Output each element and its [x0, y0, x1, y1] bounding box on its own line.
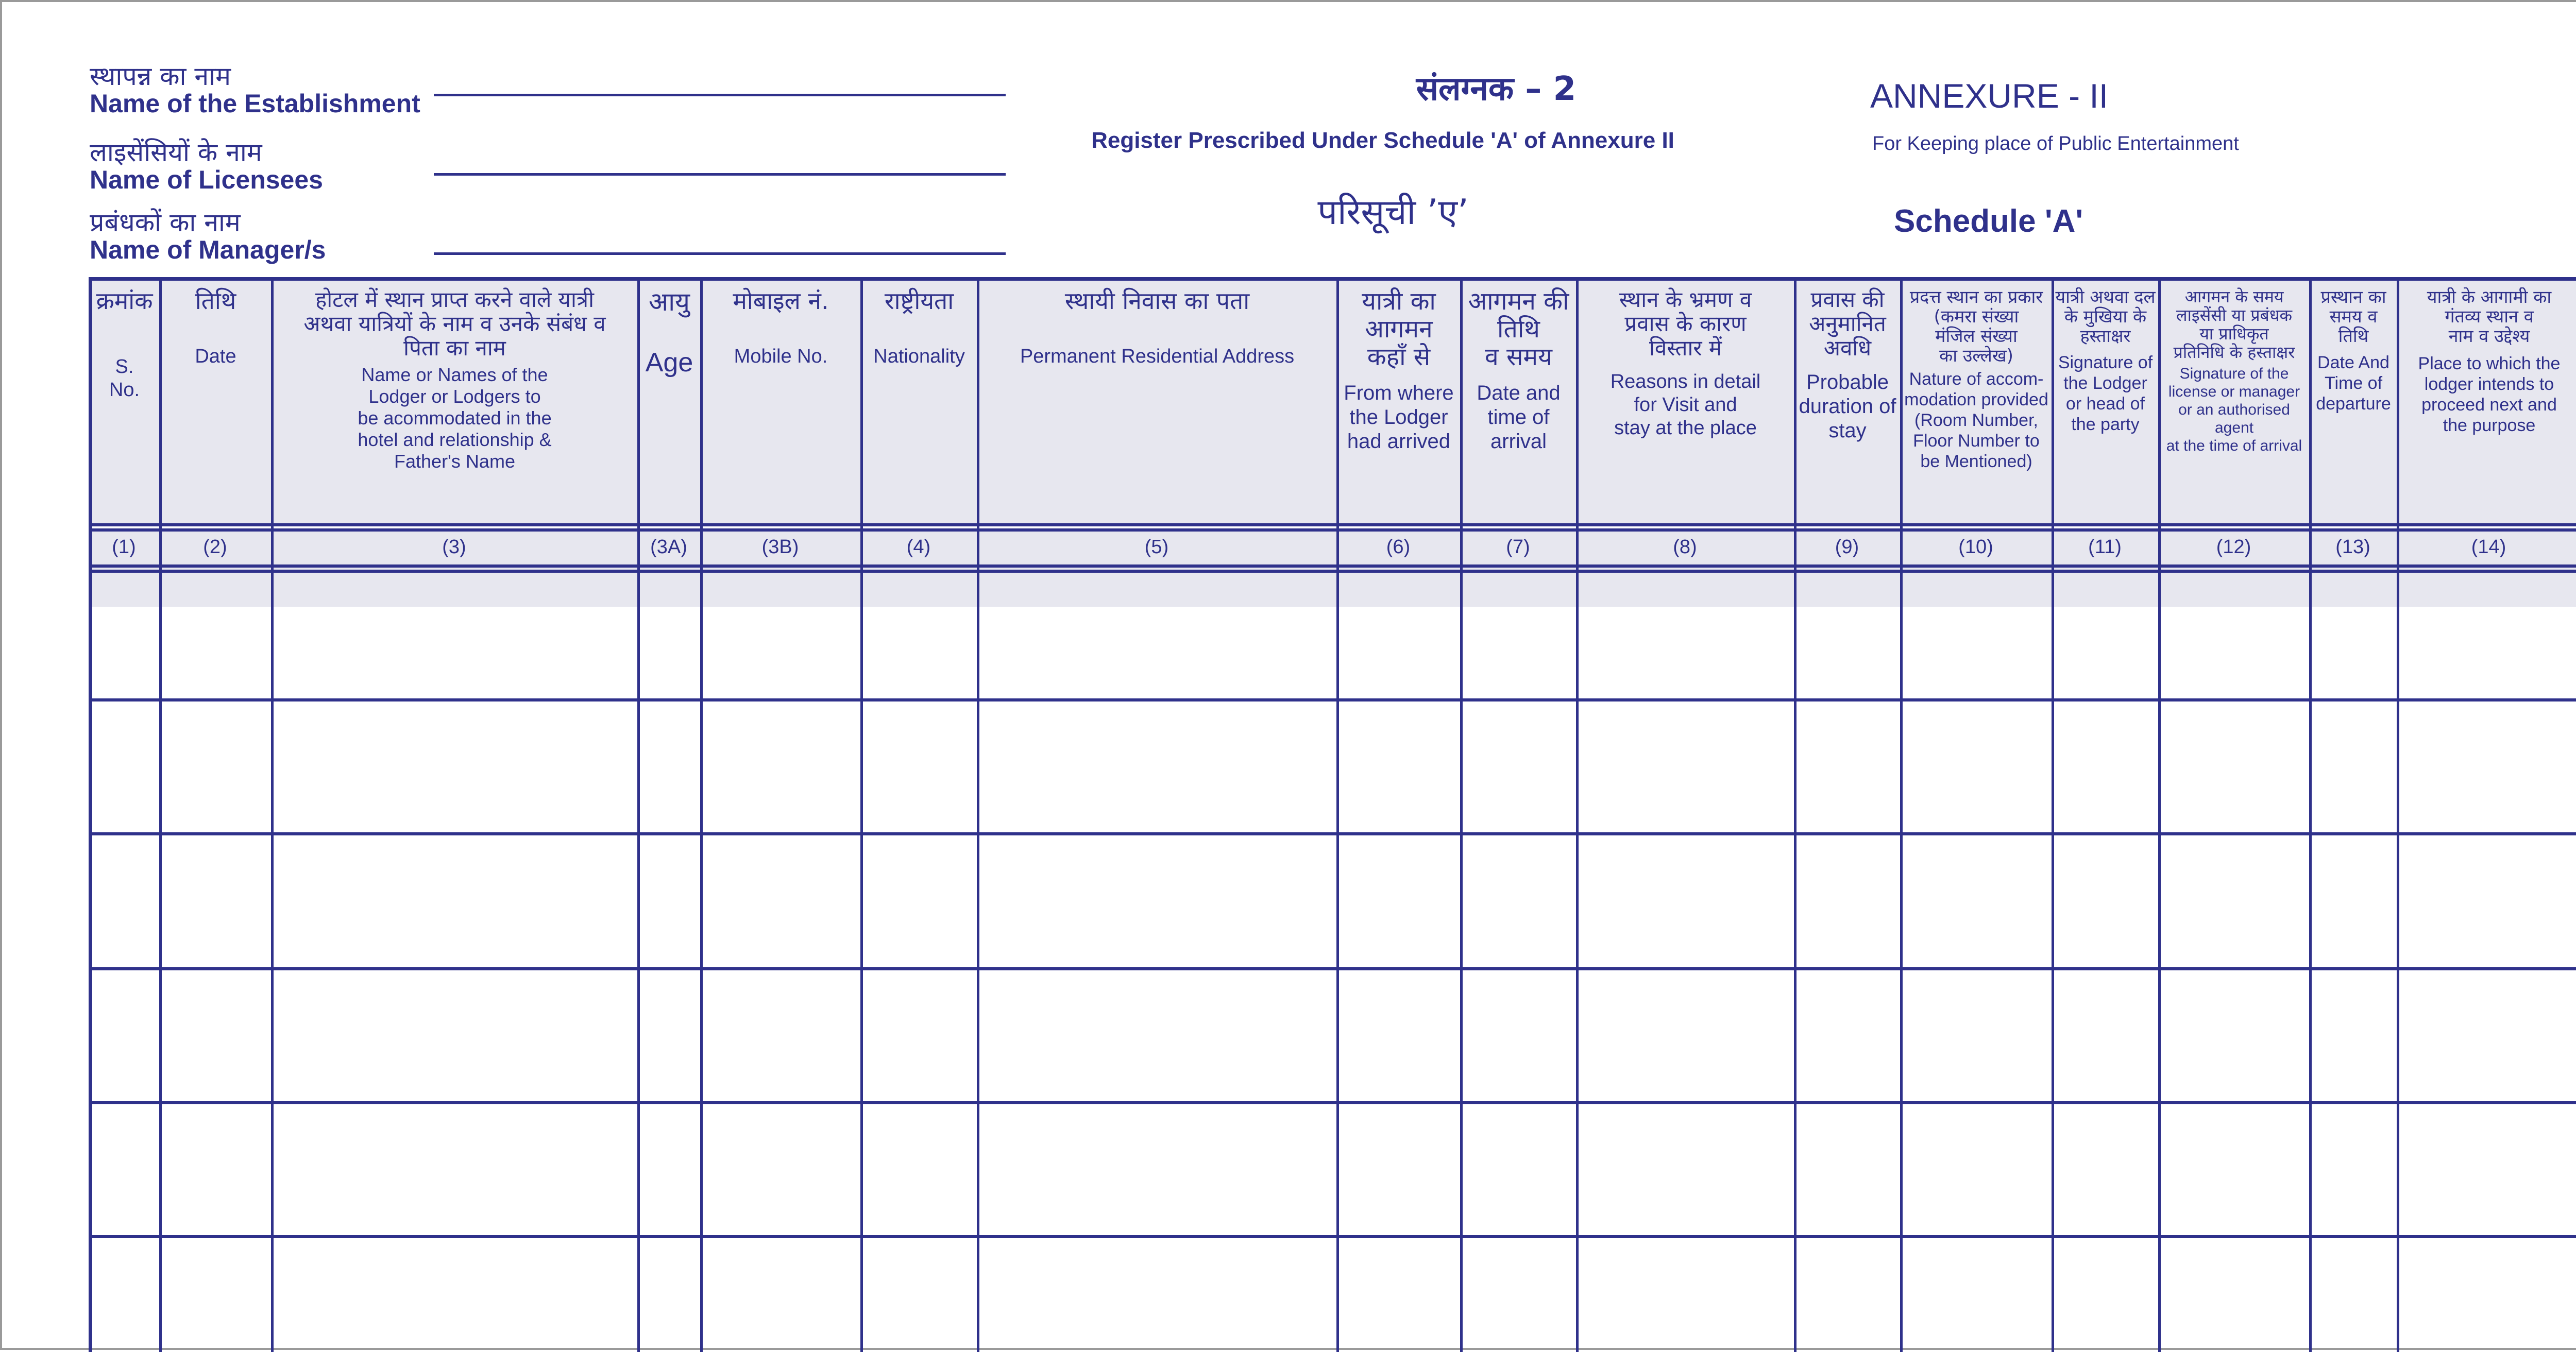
column-number-8: (6) — [1386, 536, 1411, 558]
entry-cell-r1-c8[interactable] — [1340, 573, 1459, 696]
column-rule — [977, 277, 979, 1352]
register-title: Register Prescribed Under Schedule 'A' of Annexure II — [1091, 128, 1674, 153]
register-table — [89, 277, 2576, 1352]
managers-label-hindi: प्रबंधकों का नाम — [90, 208, 241, 237]
column-header-hindi: स्थान के भ्रमण व प्रवास के कारण विस्तार में — [1619, 287, 1752, 361]
column-header-13 — [2055, 287, 2156, 529]
entry-cell-r5-c8[interactable] — [1340, 1104, 1459, 1233]
entry-cell-r1-c16[interactable] — [2400, 573, 2576, 696]
entry-cell-r5-c1[interactable] — [92, 1104, 158, 1233]
column-header-hindi: यात्री अथवा दल के मुखिया के हस्ताक्षर — [2055, 287, 2156, 347]
entry-cell-r4-c5[interactable] — [703, 970, 859, 1099]
column-number-9: (7) — [1506, 536, 1530, 558]
entry-cell-r2-c6[interactable] — [863, 701, 976, 830]
entry-cell-r1-c2[interactable] — [162, 573, 270, 696]
column-header-8 — [1340, 287, 1458, 529]
entry-cell-r1-c12[interactable] — [1903, 573, 2050, 696]
entry-cell-r4-c3[interactable] — [274, 970, 636, 1099]
column-number-15: (13) — [2335, 536, 2370, 558]
entry-cell-r4-c8[interactable] — [1340, 970, 1459, 1099]
column-rule — [2052, 277, 2054, 1352]
column-header-hindi: स्थायी निवास का पता — [1064, 287, 1250, 315]
table-rule — [89, 564, 2576, 568]
column-header-english: Age — [645, 348, 693, 378]
column-number-10: (8) — [1673, 536, 1697, 558]
column-header-english: S. No. — [109, 356, 140, 401]
column-number-11: (9) — [1835, 536, 1859, 558]
entry-cell-r6-c9[interactable] — [1463, 1238, 1575, 1350]
entry-cell-r4-c6[interactable] — [863, 970, 976, 1099]
entry-cell-r5-c14[interactable] — [2161, 1104, 2308, 1233]
entry-cell-r2-c11[interactable] — [1797, 701, 1899, 830]
entry-cell-r6-c4[interactable] — [640, 1238, 699, 1350]
entry-cell-r3-c10[interactable] — [1579, 835, 1793, 965]
entry-cell-r6-c14[interactable] — [2161, 1238, 2308, 1350]
column-header-hindi: यात्री के आगामी का गंतव्य स्थान व नाम व उद्देश्य — [2427, 287, 2552, 347]
licensees-label — [90, 139, 486, 194]
column-header-9 — [1463, 287, 1574, 529]
entry-cell-r1-c10[interactable] — [1579, 573, 1793, 696]
entry-cell-r6-c11[interactable] — [1797, 1238, 1899, 1350]
column-header-english: Date — [195, 346, 236, 367]
entry-cell-r5-c7[interactable] — [980, 1104, 1335, 1233]
entry-cell-r5-c13[interactable] — [2055, 1104, 2157, 1233]
table-rule — [89, 277, 2576, 281]
parisuchi-title: परिसूची ’ए’ — [1317, 192, 1469, 233]
column-rule — [1900, 277, 1903, 1352]
entry-cell-r1-c4[interactable] — [640, 573, 699, 696]
column-number-1: (1) — [112, 536, 136, 558]
annexure-title: ANNEXURE - II — [1870, 77, 2109, 115]
entry-cell-r5-c2[interactable] — [162, 1104, 270, 1233]
column-header-4 — [640, 287, 698, 529]
column-header-english: Date And Time of departure — [2316, 353, 2391, 414]
entry-cell-r2-c3[interactable] — [274, 701, 636, 830]
entry-cell-r4-c12[interactable] — [1903, 970, 2050, 1099]
column-rule — [2397, 277, 2399, 1352]
entry-cell-r1-c13[interactable] — [2055, 573, 2157, 696]
entry-cell-r4-c15[interactable] — [2312, 970, 2396, 1099]
column-number-13: (11) — [2088, 536, 2122, 558]
column-header-2 — [162, 287, 269, 529]
entry-cell-r6-c10[interactable] — [1579, 1238, 1793, 1350]
entry-cell-r2-c16[interactable] — [2400, 701, 2576, 830]
entry-cell-r5-c5[interactable] — [703, 1104, 859, 1233]
entry-cell-r3-c8[interactable] — [1340, 835, 1459, 965]
column-header-12 — [1903, 287, 2049, 529]
entry-cell-r6-c6[interactable] — [863, 1238, 976, 1350]
entry-cell-r4-c11[interactable] — [1797, 970, 1899, 1099]
column-header-english: Reasons in detail for Visit and stay at the place — [1610, 371, 1761, 439]
column-number-5: (3B) — [761, 536, 799, 558]
entry-cell-r2-c9[interactable] — [1463, 701, 1575, 830]
entry-cell-r3-c16[interactable] — [2400, 835, 2576, 965]
column-header-5 — [703, 287, 858, 529]
column-rule — [2309, 277, 2312, 1352]
column-header-english: Signature of the license or manager or an authorised agent at the time of arrival — [2166, 365, 2302, 454]
entry-cell-r6-c2[interactable] — [162, 1238, 270, 1350]
establishment-label-english: Name of the Establishment — [90, 89, 420, 118]
managers-label — [90, 209, 486, 264]
entry-cell-r4-c4[interactable] — [640, 970, 699, 1099]
licensees-label-english: Name of Licensees — [90, 165, 323, 194]
column-header-16 — [2400, 287, 2576, 529]
managers-field[interactable] — [434, 252, 1006, 255]
entry-cell-r6-c13[interactable] — [2055, 1238, 2157, 1350]
column-header-hindi: क्रमांक — [96, 287, 153, 315]
column-header-hindi: आगमन की तिथि व समय — [1468, 287, 1569, 371]
entry-cell-r5-c3[interactable] — [274, 1104, 636, 1233]
licensees-label-hindi: लाइसेंसियों के नाम — [90, 138, 262, 167]
entry-cell-r4-c14[interactable] — [2161, 970, 2308, 1099]
entry-cell-r1-c15[interactable] — [2312, 573, 2396, 696]
column-rule — [1794, 277, 1797, 1352]
entry-cell-r3-c9[interactable] — [1463, 835, 1575, 965]
table-rule — [89, 523, 2576, 526]
entry-cell-r2-c15[interactable] — [2312, 701, 2396, 830]
column-header-10 — [1579, 287, 1792, 529]
entry-cell-r2-c12[interactable] — [1903, 701, 2050, 830]
entry-cell-r3-c6[interactable] — [863, 835, 976, 965]
entry-cell-r3-c4[interactable] — [640, 835, 699, 965]
column-rule — [637, 277, 640, 1352]
entry-cell-r1-c3[interactable] — [274, 573, 636, 696]
column-header-1 — [92, 287, 157, 529]
entry-cell-r3-c7[interactable] — [980, 835, 1335, 965]
entry-cell-r3-c11[interactable] — [1797, 835, 1899, 965]
entry-cell-r2-c7[interactable] — [980, 701, 1335, 830]
schedule-title: Schedule 'A' — [1894, 203, 2083, 239]
entry-cell-r6-c8[interactable] — [1340, 1238, 1459, 1350]
entry-cell-r2-c10[interactable] — [1579, 701, 1793, 830]
column-header-14 — [2161, 287, 2307, 529]
annexure-subtitle: For Keeping place of Public Entertainment — [1872, 133, 2239, 155]
entry-cell-r3-c5[interactable] — [703, 835, 859, 965]
establishment-field[interactable] — [434, 94, 1006, 96]
entry-cell-r1-c6[interactable] — [863, 573, 976, 696]
column-header-7 — [980, 287, 1334, 529]
entry-cell-r6-c7[interactable] — [980, 1238, 1335, 1350]
column-header-hindi: यात्री का आगमन कहाँ से — [1362, 287, 1436, 371]
entry-cell-r4-c1[interactable] — [92, 970, 158, 1099]
entry-cell-r3-c1[interactable] — [92, 835, 158, 965]
entry-cell-r4-c7[interactable] — [980, 970, 1335, 1099]
column-number-6: (4) — [906, 536, 931, 558]
entry-cell-r3-c15[interactable] — [2312, 835, 2396, 965]
entry-cell-r6-c1[interactable] — [92, 1238, 158, 1350]
column-header-english: Nature of accom- modation provided (Room Number, Floor Number to be Mentioned) — [1904, 369, 2048, 471]
entry-cell-r6-c16[interactable] — [2400, 1238, 2576, 1350]
column-header-hindi: राष्ट्रीयता — [884, 287, 954, 315]
entry-cell-r2-c2[interactable] — [162, 701, 270, 830]
entry-cell-r5-c4[interactable] — [640, 1104, 699, 1233]
column-header-hindi: मोबाइल नं. — [733, 287, 829, 315]
managers-label-english: Name of Manager/s — [90, 235, 326, 264]
entry-cell-r3-c12[interactable] — [1903, 835, 2050, 965]
column-rule — [2158, 277, 2161, 1352]
entry-cell-r3-c14[interactable] — [2161, 835, 2308, 965]
column-header-11 — [1797, 287, 1898, 529]
column-header-hindi: तिथि — [195, 287, 236, 315]
entry-cell-r5-c9[interactable] — [1463, 1104, 1575, 1233]
entry-cell-r5-c10[interactable] — [1579, 1104, 1793, 1233]
column-header-hindi: प्रस्थान का समय व तिथि — [2320, 287, 2386, 347]
entry-cell-r6-c12[interactable] — [1903, 1238, 2050, 1350]
entry-cell-r4-c2[interactable] — [162, 970, 270, 1099]
column-header-english: Mobile No. — [734, 346, 828, 367]
column-number-4: (3A) — [650, 536, 687, 558]
column-rule — [271, 277, 274, 1352]
column-header-hindi: प्रदत्त स्थान का प्रकार (कमरा संख्या मंजिल संख्या का उल्लेख) — [1909, 287, 2043, 366]
column-number-14: (12) — [2216, 536, 2251, 558]
entry-cell-r5-c11[interactable] — [1797, 1104, 1899, 1233]
entry-cell-r3-c3[interactable] — [274, 835, 636, 965]
column-header-english: Nationality — [873, 346, 965, 367]
entry-cell-r1-c7[interactable] — [980, 573, 1335, 696]
column-header-english: Probable duration of stay — [1799, 371, 1896, 442]
column-header-english: Name or Names of the Lodger or Lodgers to be acommodated in the hotel and relationship & Father's Name — [358, 364, 552, 472]
column-header-3 — [274, 287, 635, 529]
table-rule — [89, 528, 2576, 532]
column-rule — [700, 277, 703, 1352]
entry-cell-r3-c13[interactable] — [2055, 835, 2157, 965]
column-rule — [1336, 277, 1339, 1352]
entry-cell-r1-c5[interactable] — [703, 573, 859, 696]
establishment-label — [90, 63, 486, 117]
entry-cell-r4-c10[interactable] — [1579, 970, 1793, 1099]
entry-cell-r2-c1[interactable] — [92, 701, 158, 830]
entry-cell-r1-c11[interactable] — [1797, 573, 1899, 696]
column-rule — [860, 277, 863, 1352]
column-rule — [1460, 277, 1463, 1352]
column-header-6 — [863, 287, 975, 529]
entry-cell-r4-c13[interactable] — [2055, 970, 2157, 1099]
column-header-english: Permanent Residential Address — [1020, 346, 1295, 367]
column-number-16: (14) — [2471, 536, 2506, 558]
column-header-15 — [2312, 287, 2395, 529]
entry-cell-r4-c9[interactable] — [1463, 970, 1575, 1099]
entry-cell-r1-c14[interactable] — [2161, 573, 2308, 696]
column-header-english: Date and time of arrival — [1477, 382, 1561, 453]
column-rule — [159, 277, 162, 1352]
column-number-7: (5) — [1144, 536, 1169, 558]
entry-cell-r2-c14[interactable] — [2161, 701, 2308, 830]
establishment-label-hindi: स्थापन्न का नाम — [90, 61, 231, 91]
licensees-field[interactable] — [434, 173, 1006, 176]
column-header-hindi: होटल में स्थान प्राप्त करने वाले यात्री अथवा यात्रियों के नाम व उनके संबंध व पिता का नाम — [303, 287, 606, 361]
entry-cell-r5-c15[interactable] — [2312, 1104, 2396, 1233]
column-header-english: From where the Lodger had arrived — [1344, 382, 1454, 453]
column-header-english: Signature of the Lodger or head of the party — [2058, 353, 2153, 434]
column-header-hindi: प्रवास की अनुमानित अवधि — [1809, 287, 1886, 361]
entry-cell-r2-c5[interactable] — [703, 701, 859, 830]
entry-cell-r1-c9[interactable] — [1463, 573, 1575, 696]
column-header-english: Place to which the lodger intends to proceed next and the purpose — [2418, 354, 2561, 435]
column-rule — [1576, 277, 1579, 1352]
entry-cell-r2-c8[interactable] — [1340, 701, 1459, 830]
column-number-12: (10) — [1958, 536, 1993, 558]
entry-cell-r2-c4[interactable] — [640, 701, 699, 830]
column-number-2: (2) — [203, 536, 227, 558]
entry-cell-r3-c2[interactable] — [162, 835, 270, 965]
column-header-hindi: आयु — [648, 287, 690, 317]
column-number-3: (3) — [442, 536, 466, 558]
entry-cell-r5-c6[interactable] — [863, 1104, 976, 1233]
entry-cell-r4-c16[interactable] — [2400, 970, 2576, 1099]
column-header-hindi: आगमन के समय लाइसेंसी या प्रबंधक या प्राधिकृत प्रतिनिधि के हस्ताक्षर — [2173, 287, 2295, 362]
entry-cell-r2-c13[interactable] — [2055, 701, 2157, 830]
sanlagnak-title: संलग्नक – 2 — [1416, 70, 1577, 108]
entry-cell-r6-c15[interactable] — [2312, 1238, 2396, 1350]
entry-cell-r5-c12[interactable] — [1903, 1104, 2050, 1233]
entry-cell-r5-c16[interactable] — [2400, 1104, 2576, 1233]
entry-cell-r6-c5[interactable] — [703, 1238, 859, 1350]
entry-cell-r1-c1[interactable] — [92, 573, 158, 696]
entry-cell-r6-c3[interactable] — [274, 1238, 636, 1350]
